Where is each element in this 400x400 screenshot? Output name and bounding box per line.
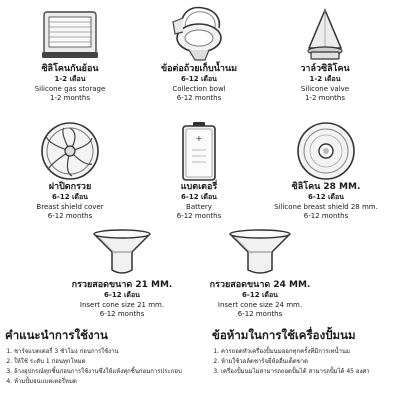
part-duration-th: 6-12 เดือน — [181, 75, 217, 83]
prohibition-item: 1. ควรถอดหัวเครื่องปั้มนมออกทุกครั้งที่มีการเทน้ำนม — [221, 347, 370, 357]
part-duration-en: 1-2 months — [49, 94, 91, 102]
part-duration-th: 6-12 เดือน — [308, 193, 344, 201]
silicone-shield-icon — [290, 120, 362, 182]
insert-cone-21-icon — [86, 228, 158, 280]
part-duration-th: 6-12 เดือน — [181, 193, 217, 201]
silicone-valve-icon — [289, 4, 361, 64]
part-duration-th: 6-12 เดือน — [104, 291, 140, 299]
part-duration-th: 1-2 เดือน — [309, 75, 341, 83]
prohibition-item: 3. เครื่องปั้มนมไม่สามารถถอดปั้มได้ สามารถปั้มได้ 45 องศา — [221, 367, 370, 377]
part-name-en: Silicone valve — [300, 84, 350, 93]
part-duration-en: 1-2 months — [304, 94, 346, 102]
part-duration-en: 6-12 months — [303, 212, 349, 220]
usage-item: 4. ห้ามปั้มจนแบตเตอรี่หมด — [14, 377, 182, 387]
part-name-th: แบตเตอรี่ — [180, 182, 218, 192]
prohibitions-title: ข้อห้ามในการใช้เครื่องปั้มนม — [212, 328, 356, 342]
usage-list — [5, 347, 182, 387]
part-duration-th: 6-12 เดือน — [52, 193, 88, 201]
part-shield-cover — [13, 120, 127, 222]
part-silicone-valve — [270, 4, 380, 104]
gas-storage-icon — [34, 4, 106, 64]
part-name-th: ซิลิโคน 28 MM. — [291, 182, 361, 192]
part-name-en: Battery — [186, 202, 212, 211]
part-duration-en: 6-12 months — [237, 310, 283, 318]
part-duration-en: 6-12 months — [99, 310, 145, 318]
part-name-en: Breast shield cover — [36, 202, 104, 211]
part-name-en: Collection bowl — [172, 84, 226, 93]
part-duration-th: 6-12 เดือน — [242, 291, 278, 299]
usage-item: 3. ล้างอุปกรณ์ทุกชิ้นก่อนการใช้งานซึ่งให้แห้งทุกชิ้นก่อนการประกอบ — [14, 367, 182, 377]
part-insert-cone-21 — [62, 228, 182, 320]
part-name-th: วาล์วซิลิโคน — [300, 64, 350, 74]
part-duration-th: 1-2 เดือน — [54, 75, 86, 83]
part-name-en: Insert cone size 24 mm. — [217, 300, 303, 309]
part-duration-en: 6-12 months — [47, 212, 93, 220]
part-gas-storage — [13, 4, 127, 104]
part-duration-en: 6-12 months — [176, 94, 222, 102]
collection-bowl-icon — [163, 4, 235, 64]
part-name-en: Insert cone size 21 mm. — [79, 300, 165, 309]
part-name-th: ข้อต่อถ้วยเก็บน้ำนม — [160, 64, 238, 74]
usage-title: คำแนะนำการใช้งาน — [5, 328, 108, 342]
part-insert-cone-24 — [200, 228, 320, 320]
insert-cone-24-icon — [224, 228, 296, 280]
part-name-en: Silicone gas storage — [34, 84, 106, 93]
usage-section — [5, 328, 182, 387]
usage-item: 2. ให้ใช้ ระดับ 1 ก่อนทุกโหมด — [14, 357, 182, 367]
prohibitions-section — [212, 328, 370, 377]
shield-cover-icon — [34, 120, 106, 182]
prohibition-item: 2. ห้ามใช้วอล์ตชาร์จยี่ห้ออื่นเด็ดขาด — [221, 357, 370, 367]
battery-icon — [163, 120, 235, 182]
part-name-th: ซิลิโคนกันย้อน — [41, 64, 99, 74]
usage-item: 1. ชาร์จแบตเตอรี่ 3 ชั่วโมง ก่อนการใช้งาน — [14, 347, 182, 357]
part-name-th: กรวยสอดขนาด 21 MM. — [71, 280, 173, 290]
part-name-th: ฝาปิดกรวย — [48, 182, 92, 192]
part-collection-bowl — [140, 4, 258, 104]
part-battery — [140, 120, 258, 222]
part-duration-en: 6-12 months — [176, 212, 222, 220]
prohibitions-list — [212, 347, 370, 377]
part-name-th: กรวยสอดขนาด 24 MM. — [209, 280, 311, 290]
part-name-en: Silicone breast shield 28 mm. — [274, 202, 378, 211]
svg-text:+: + — [195, 134, 203, 143]
part-silicone-shield — [266, 120, 386, 222]
